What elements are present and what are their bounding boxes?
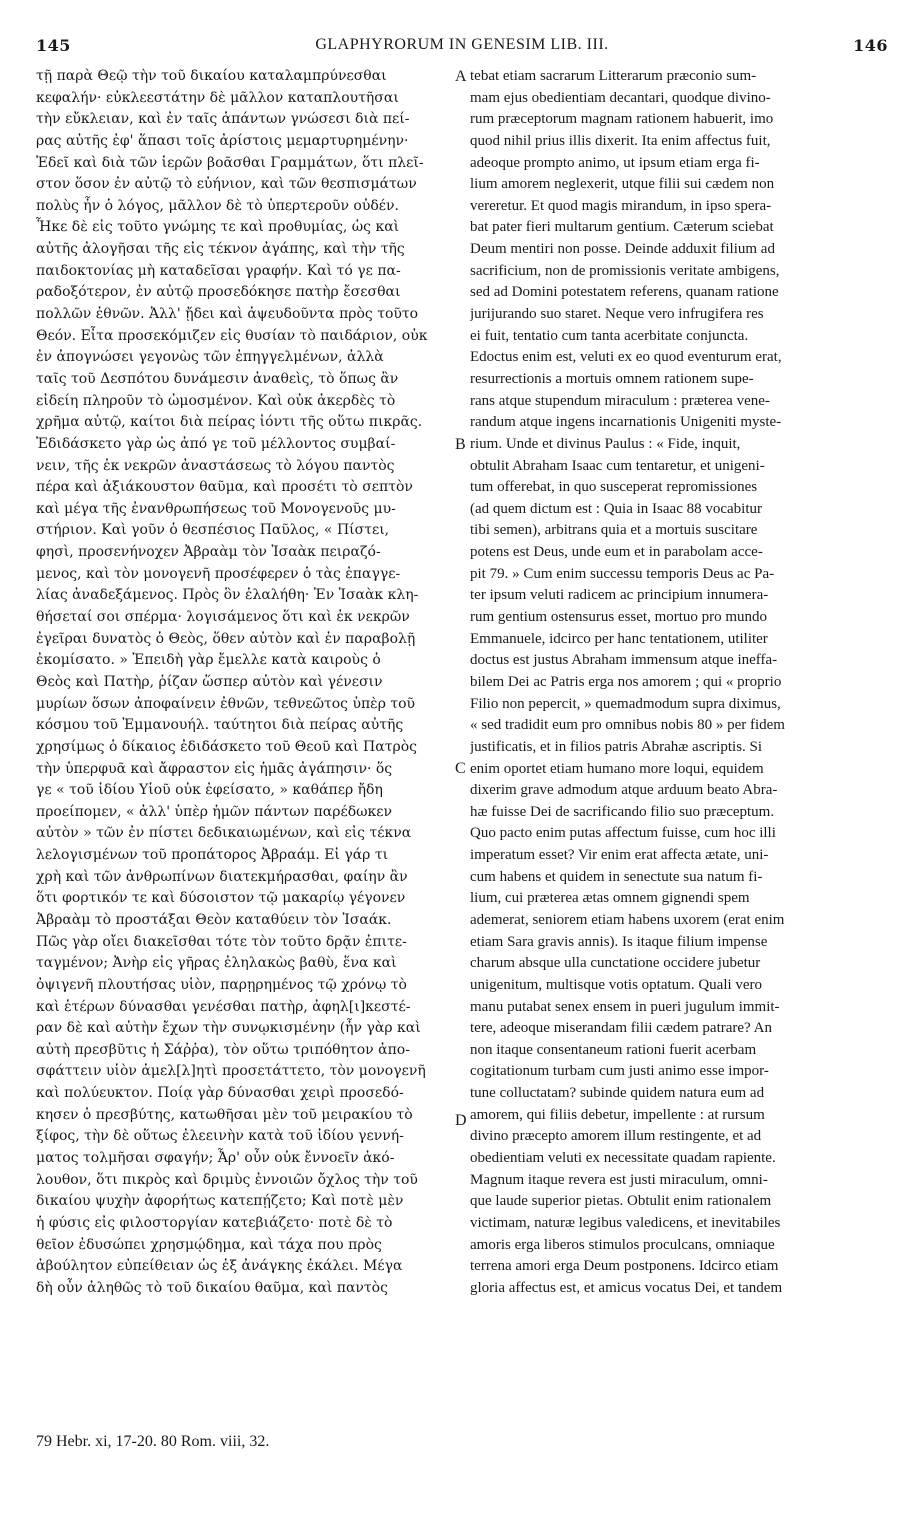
- section-marker-a: A: [455, 68, 467, 85]
- latin-text-line: justificatis, et in filios patris Abrahæ ascriptis. Si: [470, 738, 763, 755]
- latin-text-line: hæ fuisse Dei de sacrificando filio suo præceptum.: [470, 803, 775, 820]
- latin-text-line: cum habens et quidem in senectute sua natum fi-: [470, 868, 763, 885]
- greek-text-line: καὶ μέγα τῆς ἐνανθρωπήσεως τοῦ Μονογενοῦς μυ-: [36, 500, 396, 517]
- greek-text-line: κόσμου τοῦ Ἐμμανουήλ. ταύτητοι διὰ πείρας αὐτῆς: [36, 717, 404, 734]
- latin-text-line: jurijurando suo staret. Neque vero infrugifera res: [470, 306, 764, 323]
- greek-text-line: χρὴ καὶ τῶν ἀνθρωπίνων διατεκμήρασθαι, φαίην ἂν: [36, 868, 408, 885]
- latin-text-line: sacrificium, non de promissionis veritate ambigens,: [470, 262, 780, 279]
- latin-text-line: randum atque ingens incarnationis Unigeniti myste-: [470, 414, 782, 431]
- greek-text-line: χρησίμως ὁ δίκαιος ἐδιδάσκετο τοῦ Θεοῦ καὶ Πατρὸς: [36, 738, 417, 755]
- latin-text-line: terrena amori erga Deum postponens. Idcirco etiam: [470, 1258, 779, 1275]
- latin-text-line: enim oportet etiam humano more loqui, equidem: [470, 760, 764, 777]
- page-number-left: 145: [36, 36, 71, 55]
- latin-text-line: bat pater fieri multarum gentium. Cæterum sciebat: [470, 219, 774, 236]
- greek-text-line: τὴν ὑπερφυᾶ καὶ ἄφραστον εἰς ἡμᾶς ἀγάπησιν· ὅς: [36, 760, 393, 777]
- latin-text-line: gloria affectus est, et amicus vocatus Dei, et tandem: [470, 1279, 783, 1296]
- latin-text-line: tune colluctatam? subinde quidem natura eum ad: [470, 1085, 765, 1102]
- latin-text-line: non itaque consentaneum rationi fuerit acerbam: [470, 1041, 757, 1058]
- latin-text-line: imperatum esset? Vir enim erat affecta ætate, uni-: [470, 847, 769, 864]
- greek-text-line: εἰδείη πληροῦν τὸ ὠμοσμένον. Καὶ οὐκ ἀκερδὲς τὸ: [36, 392, 396, 409]
- latin-text-line: (ad quem dictum est : Quia in Isaac 88 vocabitur: [470, 500, 762, 517]
- greek-text-line: προείπομεν, « ἀλλ' ὑπὲρ ἡμῶν πάντων παρέδωκεν: [36, 803, 393, 820]
- greek-text-line: σφάττειν υἱὸν ἀμελ[λ]ητὶ προσετάττετο, τὸν μονογενῆ: [36, 1063, 426, 1080]
- latin-text-line: divino præcepto amorem illum restingente, et ad: [470, 1128, 762, 1145]
- latin-text-line: quod nihil prius illis dixerit. Ita enim affectus fuit,: [470, 132, 771, 149]
- greek-text-line: Θεὸς καὶ Πατὴρ, ῥίζαν ὥσπερ αὐτὸν καὶ γένεσιν: [36, 673, 383, 690]
- latin-text-line: rum gentium ostensurus esset, mortuo pro mundo: [470, 609, 768, 626]
- latin-text-line: amorem, qui filiis debetur, impellente : at rursum: [470, 1106, 765, 1123]
- greek-text-line: ταγμένον; Ἀνὴρ εἰς γῆρας ἐληλακὼς βαθὺ, ἕνα καὶ: [36, 955, 397, 972]
- latin-text-column: [470, 66, 890, 1406]
- greek-text-line: ὀψιγενῆ πλουτήσας υἱὸν, παρῃρημένος τῷ χρόνῳ τὸ: [36, 976, 407, 993]
- greek-text-line: ἐγεῖραι δυνατὸς ὁ Θεὸς, ὅθεν αὐτὸν καὶ ἐν παραβολῇ: [36, 630, 416, 647]
- latin-text-line: Filio non pepercit, » quemadmodum supra diximus,: [470, 695, 781, 712]
- greek-text-line: λίας ἀναδεξάμενος. Πρὸς ὃν ἐλαλήθη· Ἐν Ἰσαὰκ κλη-: [36, 587, 419, 604]
- latin-text-line: obtulit Abraham Isaac cum tentaretur, et unigeni-: [470, 457, 765, 474]
- footnotes: 79 Hebr. xi, 17-20. 80 Rom. viii, 32.: [36, 1433, 270, 1450]
- greek-text-line: ρας αὐτῆς ἐφ' ἅπασι τοῖς ἀρίστοις μεμαρτυρημένην·: [36, 132, 409, 149]
- greek-text-line: στον ὅσον ἐν αὐτῷ τὸ εὐήνιον, καὶ τῶν θεσπισμάτων: [36, 176, 417, 193]
- greek-text-line: λουθον, ὅτι πικρὸς καὶ δριμὺς ἐννοιῶν ὄχλος τὴν τοῦ: [36, 1171, 418, 1188]
- greek-text-line: ἡ φύσις εἰς φιλοστοργίαν κατεβιάζετο· ποτὲ δὲ τὸ: [36, 1214, 393, 1231]
- greek-text-line: Ἀβραὰμ τὸ προστάξαι Θεὸν καταθύειν τὸν Ἰσαάκ.: [36, 911, 392, 928]
- latin-text-line: doctus est justus Abraham immensum atque ineffa-: [470, 652, 778, 669]
- latin-text-line: ademerat, seniorem etiam habens uxorem (erat enim: [470, 911, 785, 928]
- greek-text-line: αὐτὴ πρεσβῦτις ἡ Σάῤῥα), τὸν οὕτω τριπόθητον ἀπο-: [36, 1041, 410, 1058]
- greek-text-line: θεῖον ἐδυσώπει χρησμῴδημα, καὶ τάχα που πρὸς: [36, 1236, 382, 1253]
- latin-text-line: etiam Sara gravis annis). Is itaque filium impense: [470, 933, 768, 950]
- latin-text-line: tum offerebat, in quo susceperat repromissiones: [470, 479, 758, 496]
- section-marker-c: C: [455, 760, 466, 777]
- greek-text-line: ταῖς τοῦ Δεσπότου δυνάμεσιν ἀναθεὶς, τὸ ὅπως ἂν: [36, 370, 399, 387]
- latin-text-line: que laude superior pietas. Obtulit enim rationalem: [470, 1193, 772, 1210]
- latin-text-line: potens est Deus, unde eum et in parabolam acce-: [470, 544, 763, 561]
- greek-text-line: κεφαλήν· εὐκλεεστάτην δὲ μᾶλλον καταπλουτῆσαι: [36, 89, 399, 106]
- greek-text-line: μενος, καὶ τὸν μονογενῆ προσέφερεν ὁ τὰς ἐπαγγε-: [36, 565, 401, 582]
- latin-text-line: vereretur. Et quod magis mirandum, in ipso spera-: [470, 197, 772, 214]
- greek-text-line: μυρίων ὅσων ἀποφαίνειν ἐθνῶν, τεθνεῶτος ὑπὲρ τοῦ: [36, 695, 416, 712]
- latin-text-line: rans atque stupendum miraculum : præterea vene-: [470, 392, 770, 409]
- latin-text-line: Quo pacto enim putas affectum fuisse, cum hoc illi: [470, 825, 776, 842]
- latin-text-line: pit 79. » Cum enim successu temporis Deus ac Pa-: [470, 565, 775, 582]
- greek-text-line: Ἐδιδάσκετο γὰρ ὡς ἀπό γε τοῦ μέλλοντος συμβαί-: [36, 435, 396, 452]
- section-marker-d: D: [455, 1112, 467, 1129]
- latin-text-line: lium amorem neglexerit, utque filii sui cædem non: [470, 176, 775, 193]
- latin-text-line: cogitationum turbam cum justi animo esse impor-: [470, 1063, 769, 1080]
- latin-text-line: obedientiam veluti ex necessitate quadam rapiente.: [470, 1150, 776, 1167]
- latin-text-line: tere, adeoque miserandam filii cædem patrare? An: [470, 1020, 772, 1037]
- latin-text-line: rum præceptorum magnam rationem habuerit, imo: [470, 111, 774, 128]
- latin-text-line: Deum mentiri non posse. Deinde adduxit filium ad: [470, 241, 775, 258]
- latin-text-line: tibi semen), arbitrans quia et a mortuis suscitare: [470, 522, 758, 539]
- greek-text-line: λελογισμένων τοῦ προπάτορος Ἀβραάμ. Εἰ γάρ τι: [36, 847, 389, 864]
- latin-text-line: Emmanuele, idcirco per hanc tentationem, utiliter: [470, 630, 768, 647]
- greek-text-line: ἐκομίσατο. » Ἐπειδὴ γὰρ ἔμελλε κατὰ καιροὺς ὁ: [36, 652, 381, 669]
- greek-text-line: ραδοξότερον, ἐν αὐτῷ προσεδόκησε πατὴρ ἔσεσθαι: [36, 284, 401, 301]
- greek-text-line: νειν, τῆς ἐκ νεκρῶν ἀναστάσεως τὸ λόγου παντὸς: [36, 457, 395, 474]
- latin-text-line: victimam, naturæ legibus valedicens, et inevitabiles: [470, 1214, 781, 1231]
- greek-text-line: θήσεταί σοι σπέρμα· λογισάμενος ὅτι καὶ ἐκ νεκρῶν: [36, 609, 410, 626]
- running-title: GLAPHYRORUM IN GENESIM LIB. III.: [315, 36, 609, 53]
- latin-text-line: amoris erga liberos stimulos proculcans, omniaque: [470, 1236, 775, 1253]
- greek-text-line: στήριον. Καὶ γοῦν ὁ θεσπέσιος Παῦλος, « Πίστει,: [36, 522, 390, 539]
- latin-text-line: ei fuit, tentatio cum tanta acerbitate conjuncta.: [470, 327, 749, 344]
- latin-text-line: bilem Dei ac Patris erga nos amorem ; qui « proprio: [470, 673, 782, 690]
- greek-text-line: ὅτι φορτικόν τε καὶ δύσοιστον τῷ μακαρίῳ γέγονεν: [36, 890, 406, 907]
- greek-text-line: κησεν ὁ πρεσβύτης, κατωθῆσαι μὲν τοῦ μειρακίου τὸ: [36, 1106, 413, 1123]
- latin-text-line: resurrectionis a mortuis omnem rationem supe-: [470, 370, 754, 387]
- latin-text-line: unigenitum, multisque votis optatum. Quali vero: [470, 976, 763, 993]
- latin-text-line: lium, cui præterea ætas omnem gignendi spem: [470, 890, 750, 907]
- greek-text-line: γε « τοῦ ἰδίου Υἱοῦ οὐκ ἐφείσατο, » καθάπερ ἤδη: [36, 782, 383, 799]
- latin-text-line: « sed tradidit eum pro omnibus nobis 80 » per fidem: [470, 717, 785, 734]
- greek-text-line: αὐτῆς ἀλογῆσαι τῆς εἰς τέκνον ἀγάπης, καὶ τὴν τῆς: [36, 241, 405, 258]
- greek-text-line: Θεόν. Εἶτα προσεκόμιζεν εἰς θυσίαν τὸ παιδάριον, οὐκ: [36, 327, 428, 344]
- latin-text-line: tebat etiam sacrarum Litterarum præconio sum-: [470, 68, 757, 84]
- latin-text-line: sed ad Domini potestatem referens, quanam ratione: [470, 284, 779, 301]
- greek-text-line: τὴν εὔκλειαν, καὶ ἐν ταῖς ἁπάντων γνώσεσι διὰ πεί-: [36, 111, 410, 128]
- greek-text-line: τῇ παρὰ Θεῷ τὴν τοῦ δικαίου καταλαμπρύνεσθαι: [36, 68, 387, 84]
- greek-text-line: ματος τολμῆσαι σφαγήν; Ἆρ' οὖν οὐκ ἔννοεῖν ἀκό-: [36, 1150, 395, 1167]
- greek-text-line: ραν δὲ καὶ αὐτὴν ἔχων τὴν συνῳκισμένην (ἦν γὰρ καὶ: [36, 1020, 421, 1037]
- greek-text-line: χρῆμα αὐτῷ, καίτοι διὰ πείρας ἰόντι τῆς οὕτω πικρᾶς.: [36, 414, 423, 431]
- running-header: [36, 36, 888, 60]
- greek-text-line: Ἐδεῖ καὶ διὰ τῶν ἱερῶν βοᾶσθαι Γραμμάτων, ὅτι πλεῖ-: [36, 154, 424, 171]
- greek-text-line: πολὺς ἦν ὁ λόγος, μᾶλλον δὲ τὸ ὑπερτεροῦν οὐδέν.: [36, 197, 399, 214]
- latin-text-line: Magnum itaque revera est justi miraculum, omni-: [470, 1171, 768, 1188]
- latin-text-line: rium. Unde et divinus Paulus : « Fide, inquit,: [470, 435, 741, 452]
- greek-text-line: δὴ οὖν ἀληθῶς τὸ τοῦ δικαίου θαῦμα, καὶ παντὸς: [36, 1279, 388, 1296]
- greek-text-line: παιδοκτονίας μὴ καταδεῖσαι γραφήν. Καὶ τό γε πα-: [36, 262, 401, 279]
- greek-text-column: [36, 66, 454, 1406]
- greek-text-line: δικαίου ψυχὴν ἀφορήτως κατεπῄζετο; Καὶ ποτὲ μὲν: [36, 1193, 404, 1210]
- greek-text-line: Πῶς γὰρ οἴει διακεῖσθαι τότε τὸν τοῦτο δρᾷν ἐπιτε-: [36, 933, 407, 950]
- latin-text-line: Edoctus enim est, veluti ex eo quod eventurum erat,: [470, 349, 782, 366]
- greek-text-line: Ἧκε δὲ εἰς τοῦτο γνώμης τε καὶ προθυμίας, ὡς καὶ: [36, 219, 400, 236]
- latin-text-line: ter ipsum veluti radicem ac principium innumera-: [470, 587, 769, 604]
- latin-text-line: adeoque prompto animo, ut ipsum etiam erga fi-: [470, 154, 760, 171]
- greek-text-line: φησὶ, προσενήνοχεν Ἀβραὰμ τὸν Ἰσαὰκ πειραζό-: [36, 544, 381, 561]
- greek-text-line: πέρα καὶ ἀξιάκουστον θαῦμα, καὶ προσέτι τὸ σεπτὸν: [36, 479, 413, 496]
- greek-text-line: ξίφος, τὴν δὲ οὕτως ἐλεεινὴν κατὰ τοῦ ἰδίου γεννή-: [36, 1128, 404, 1145]
- greek-text-line: καὶ πολύευκτον. Ποίᾳ γὰρ δύνασθαι χειρὶ προσεδό-: [36, 1085, 404, 1102]
- greek-text-line: πολλῶν ἐθνῶν. Ἀλλ' ᾔδει καὶ ἀψευδοῦντα πρὸς τοῦτο: [36, 306, 419, 323]
- latin-text-line: charum absque ulla cunctatione occidere jubetur: [470, 955, 761, 972]
- greek-text-line: ἀβούλητον εὐπείθειαν ὡς ἐξ ἀνάγκης ἐκάλει. Μέγα: [36, 1258, 403, 1275]
- greek-text-line: ἐν ἀπογνώσει γεγονὼς τῶν ἐπηγγελμένων, ἀλλὰ: [36, 349, 384, 366]
- greek-text-line: καὶ ἑτέρων δύνασθαι γενέσθαι πατὴρ, ἀφηλ[ι]κεστέ-: [36, 998, 411, 1015]
- greek-text-line: αὐτὸν » τῶν ἐν πίστει δεδικαιωμένων, καὶ εἰς τέκνα: [36, 825, 412, 842]
- page-number-right: 146: [853, 36, 888, 55]
- latin-text-line: manu putabat senex ensem in pueri jugulum immit-: [470, 998, 780, 1015]
- latin-text-line: mam ejus obedientiam decantari, quodque divino-: [470, 89, 771, 106]
- latin-text-line: dixerim grave admodum atque arduum beato Abra-: [470, 782, 778, 799]
- section-marker-b: B: [455, 436, 466, 453]
